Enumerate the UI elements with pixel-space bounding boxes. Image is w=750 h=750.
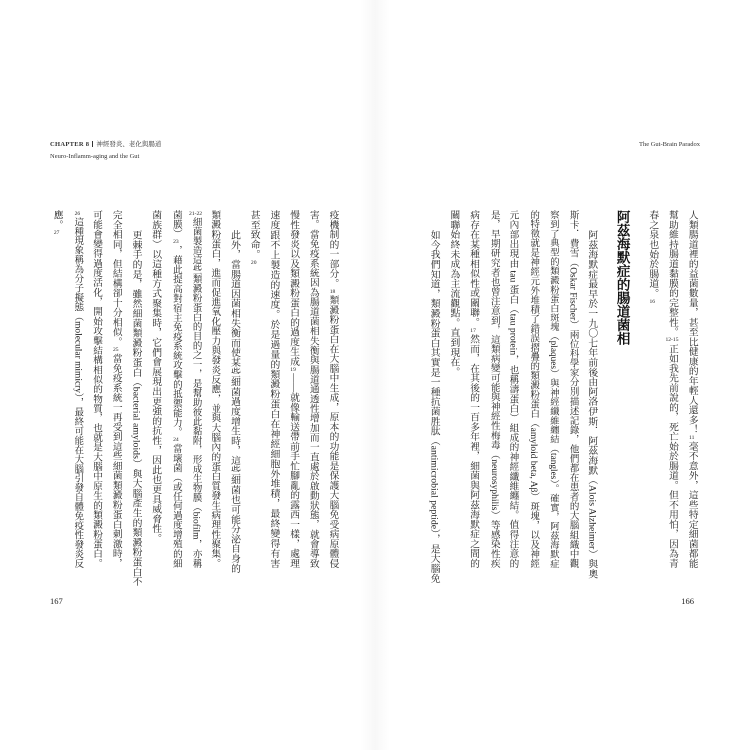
text-run: 慢性發炎以及類澱粉蛋白的過度生成 (288, 210, 300, 367)
text-run: 這種現象稱為分子擬態（molecular mimicry），最終可能在大腦引發自體免疫性發炎反 (72, 217, 83, 568)
chapter-title-english: Neuro-Inflamm-aging and the Gut (50, 153, 140, 160)
column-text (647, 210, 658, 305)
text-run: 菌族群）以這種方式聚集時，它們會展現出更強的抗性，因此也更具威脅性。 (150, 210, 162, 544)
column-text (328, 210, 339, 568)
text-run: 完全相同，但結構卻十分相似。 (110, 210, 122, 347)
text-run: 細菌製造這些類澱粉蛋白的目的之一，是幫助彼此黏附，形成生物膜（biofilm，亦稱 (190, 217, 201, 568)
column-text (130, 230, 141, 586)
right-page-body (424, 210, 702, 583)
footnote-ref: 11 (689, 434, 695, 441)
text-column (205, 210, 225, 568)
column-text (150, 210, 161, 543)
footnote-ref: 17 (470, 327, 476, 334)
text-run: 元內部出現由 tau 蛋白（tau protein，也稱濤蛋白）組成的神經纖維纏結。值得注意的 (507, 210, 519, 568)
text-column (323, 210, 343, 568)
column-text (72, 210, 82, 568)
text-run: 如今我們知道，類澱粉蛋白其實是一種抗菌胜肽（antimicrobial peptide），是大腦免 (428, 229, 440, 583)
left-page-body (47, 210, 343, 586)
text-run: 類澱粉蛋白，進而促進氧化壓力與發炎反應，並與大腦內的蛋白質發生病理性聚集。 (209, 210, 221, 568)
header-divider (92, 141, 93, 147)
text-column (662, 210, 682, 568)
text-column (126, 210, 146, 586)
book-title: The Gut-Brain Paradox (638, 141, 700, 148)
page-number-right: 166 (681, 596, 694, 606)
text-run: 當壞菌（或任何過度增殖的細 (170, 443, 181, 568)
text-run: 疫機制的一部分。 (327, 210, 339, 288)
text-run: 關聯始終未成為主流觀點。直到現在。 (448, 210, 460, 377)
column-text (229, 230, 240, 573)
text-run: ，藉此提高對宿主免疫系統攻擊的抵禦能力。 (170, 245, 181, 437)
text-run: 察到了典型的類澱粉蛋白斑塊（plaques）與神經纖維纏結（tangles）。確實，阿茲海默症 (547, 210, 558, 568)
text-run: ——就像輸送帶前手忙腳亂的露西一樣，處理 (288, 373, 300, 568)
text-column (522, 210, 542, 568)
text-run: 可能會變得過度活化，開始攻擊結構相似的物質，也就是大腦中原生的類澱粉蛋白。 (91, 210, 103, 568)
column-text (111, 210, 122, 568)
text-run: 毫不意外，這些特定細菌都能 (686, 441, 698, 568)
text-column (185, 210, 205, 568)
text-column (165, 210, 185, 568)
footnote-ref: 16 (649, 298, 656, 305)
text-run: 應。 (51, 210, 63, 230)
text-column (145, 210, 165, 568)
text-run: 幫助維持腸道黏膜的完整性。 (666, 210, 678, 337)
text-column (582, 210, 602, 579)
text-column (283, 210, 303, 568)
text-run: 此外，當腸道因菌相失衡而使某些細菌過度增生時，這些細菌也可能分泌自身的 (228, 229, 240, 573)
footnote-ref: 20 (250, 259, 257, 266)
book-gutter-shadow (360, 0, 390, 750)
column-text (209, 210, 220, 568)
text-column (424, 210, 444, 583)
column-text (468, 210, 479, 568)
text-column (463, 210, 483, 568)
text-column (224, 210, 244, 573)
footnote-ref: 21-22 (189, 210, 203, 217)
column-text (308, 210, 319, 568)
footnote-ref: 19 (290, 366, 296, 373)
text-run: 速度跟不上製造的速度。於是過量的類澱粉蛋白在神經細胞外堆積，最終變得有害 (268, 210, 280, 568)
text-column (682, 210, 702, 568)
text-run: 甚至致命。 (248, 210, 260, 259)
column-text (548, 210, 558, 568)
text-column (562, 210, 582, 568)
chapter-number: CHAPTER 8 (50, 141, 90, 148)
text-column (67, 210, 87, 568)
text-run: 的特徵就是神經元外堆積了錯誤摺疊的類澱粉蛋白（amyloid beta, Aβ）斑塊，以及神經 (528, 210, 539, 568)
text-column (86, 210, 106, 568)
text-run: 害。當免疫系統因為腸道菌相失衡與腸道通透性增加而一直處於啟動狀態，就會導致 (307, 210, 319, 568)
column-text (667, 210, 678, 568)
text-run: 類澱粉蛋白在大腦中生成，原本的功能是保護大腦免受病原體侵 (327, 295, 339, 568)
text-run: 更棘手的是，雖然細菌類澱粉蛋白（bacterial amyloids）與大腦產生的類澱粉蛋白不 (130, 229, 142, 586)
column-text (429, 230, 440, 583)
text-column (106, 210, 126, 568)
text-run: 阿茲海默症最早於一九〇七年前後由阿洛伊斯．阿茲海默（Alois Alzheimer）與奧 (586, 229, 598, 579)
footnote-ref: 18 (329, 288, 336, 295)
column-text (507, 210, 518, 568)
column-text (191, 210, 201, 568)
chapter-line (50, 139, 161, 151)
column-text (586, 230, 597, 579)
text-run: 菌膜） (170, 210, 181, 239)
column-text (568, 210, 578, 568)
text-run: 病存在某種相似性或關聯。 (468, 210, 480, 327)
text-column (643, 210, 663, 568)
text-column (503, 210, 523, 568)
footnote-ref: 12-15 (665, 337, 679, 344)
footnote-ref: 26 (74, 210, 81, 217)
text-run: 正如我先前說的，死亡始於腸道。但不用怕，因為青 (666, 343, 678, 568)
text-run: 斯卡．費雪（Oskar Fischer）兩位科學家分別描述記錄，他們都在患者的大腦組織中觀 (567, 210, 578, 568)
text-column (303, 210, 323, 568)
column-text (448, 210, 459, 377)
left-running-head (50, 139, 161, 163)
text-run: 春之泉也始於腸道。 (647, 210, 659, 299)
chapter-title: 神經發炎、老化與腸道 (96, 141, 162, 148)
footnote-ref: 23 (173, 239, 179, 246)
column-text (91, 210, 102, 568)
text-run: 然而，在其後的一百多年裡，細菌與阿茲海默症之間的 (468, 334, 480, 568)
text-column (264, 210, 284, 568)
column-text (249, 210, 260, 266)
text-column (47, 210, 67, 568)
footnote-ref: 24 (173, 437, 179, 444)
text-run: 人類腸道裡的益菌數量，甚至比健康的年輕人還多！ (686, 210, 698, 435)
text-run: 是，早期研究者也曾注意到，這類病變可能與神經性梅毒（neurosyphilis）等感染性疾 (488, 210, 499, 568)
column-text (171, 210, 181, 568)
text-column (483, 210, 503, 568)
text-run: 當免疫系統一再受到這些細菌類澱粉蛋白刺激時， (110, 353, 122, 568)
column-text (288, 210, 299, 568)
section-heading: 阿茲海默症的腸道菌相 (614, 210, 630, 345)
footnote-ref: 25 (112, 347, 119, 353)
column-text (687, 210, 698, 568)
column-text (268, 210, 279, 568)
page-number-left: 167 (50, 596, 63, 606)
text-column (244, 210, 264, 568)
footnote-ref: 27 (53, 230, 60, 237)
text-column (542, 210, 562, 568)
text-column (444, 210, 464, 568)
column-text (528, 210, 538, 568)
column-text (52, 210, 63, 237)
column-text (489, 210, 499, 568)
right-running-head (639, 139, 700, 151)
